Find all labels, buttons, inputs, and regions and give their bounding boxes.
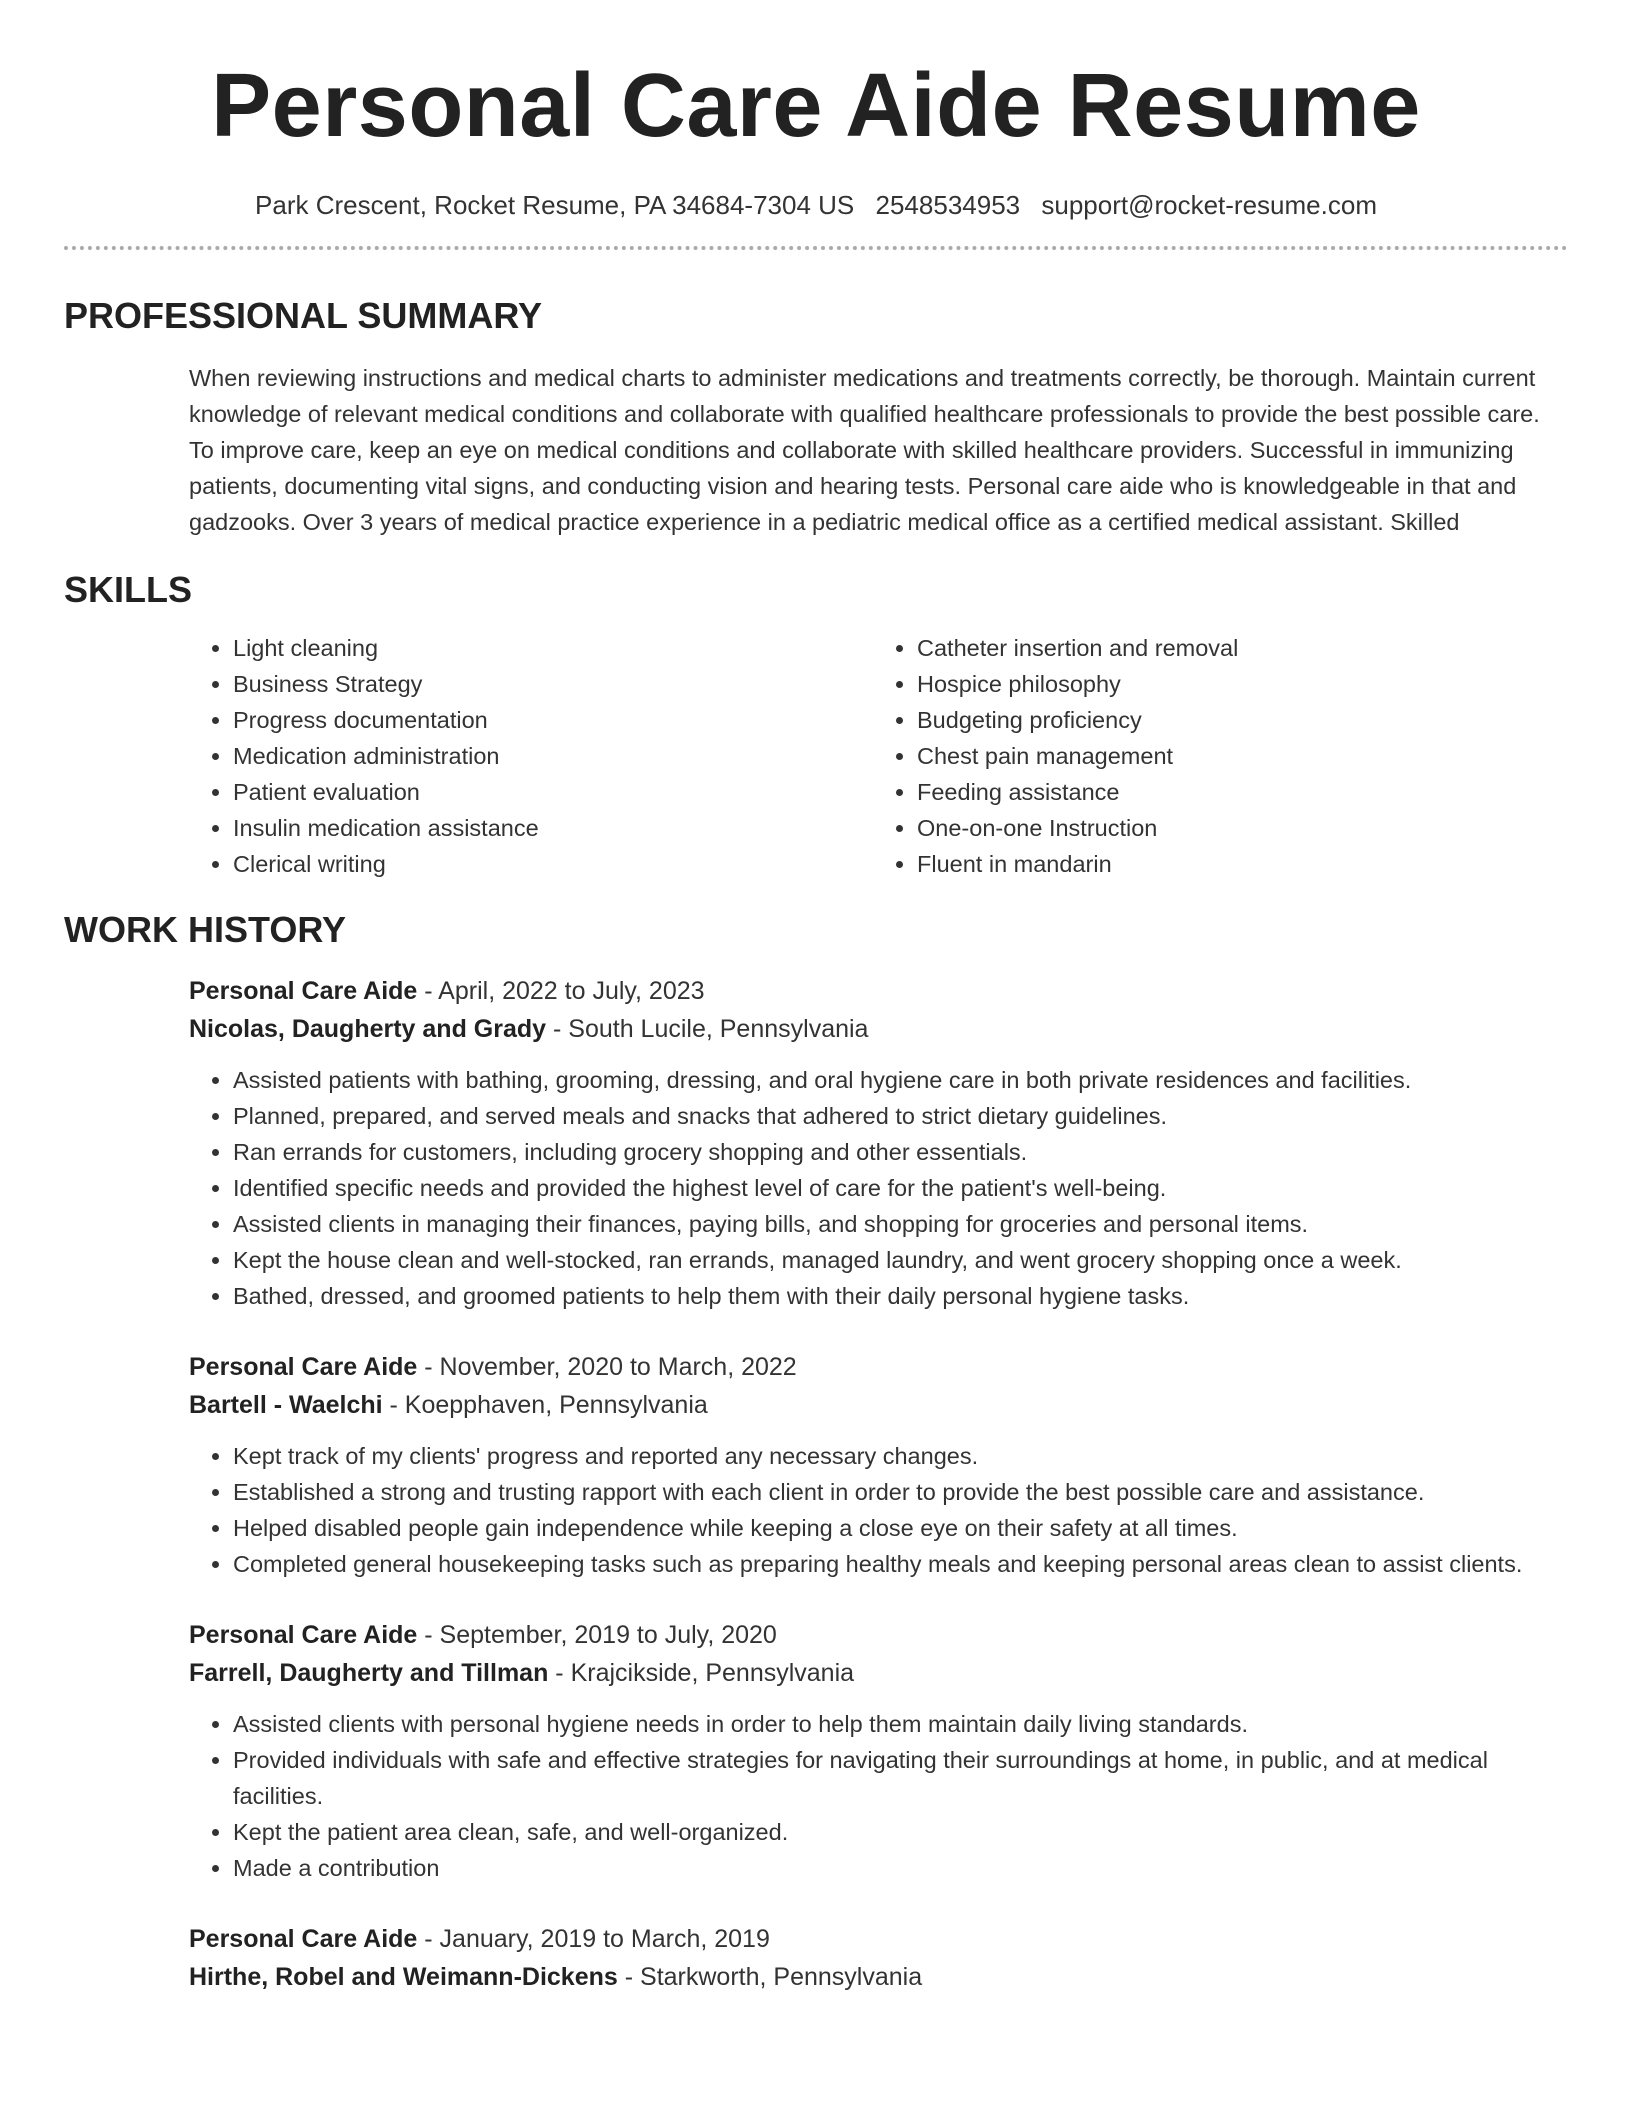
- skills-heading: SKILLS: [64, 569, 193, 610]
- work-history-heading: WORK HISTORY: [64, 909, 347, 950]
- job-bullet: • Completed general housekeeping tasks such as preparing healthy meals and keeping personal areas clean to assist clients.: [233, 1546, 1569, 1582]
- job-location: - Starkworth, Pennsylvania: [617, 1963, 923, 1991]
- job-dates: - January, 2019 to March, 2019: [417, 1925, 770, 1953]
- job-bullet: • Ran errands for customers, including grocery shopping and other essentials.: [233, 1134, 1569, 1170]
- job-entry: [189, 972, 1569, 1314]
- job-dates: - September, 2019 to July, 2020: [417, 1621, 777, 1649]
- job-entry: [189, 1348, 1569, 1582]
- skill-item: • Catheter insertion and removal: [917, 630, 1553, 666]
- job-company-line: [189, 1654, 1569, 1692]
- skill-item: • Hospice philosophy: [917, 666, 1553, 702]
- job-role-line: [189, 1348, 1569, 1386]
- job-bullet: • Bathed, dressed, and groomed patients to help them with their daily personal hygiene tasks.: [233, 1278, 1569, 1314]
- job-bullet: • Kept the patient area clean, safe, and well-organized.: [233, 1814, 1569, 1850]
- job-role: Personal Care Aide: [189, 977, 418, 1005]
- job-role: Personal Care Aide: [189, 1925, 418, 1953]
- job-company: Hirthe, Robel and Weimann-Dickens: [189, 1963, 618, 1991]
- skills-column-right: [869, 630, 1553, 882]
- skill-item: • One-on-one Instruction: [917, 810, 1553, 846]
- header-divider: [64, 246, 1568, 250]
- job-company-line: [189, 1386, 1569, 1424]
- job-dates: - April, 2022 to July, 2023: [417, 977, 705, 1005]
- skill-item: • Fluent in mandarin: [917, 846, 1553, 882]
- job-bullet: • Assisted patients with bathing, grooming, dressing, and oral hygiene care in both private residences and facilities.: [233, 1062, 1569, 1098]
- job-entry: [189, 1616, 1569, 1886]
- job-role: Personal Care Aide: [189, 1353, 418, 1381]
- phone: 2548534953: [875, 190, 1021, 220]
- job-bullet: • Assisted clients with personal hygiene needs in order to help them maintain daily living standards.: [233, 1706, 1569, 1742]
- job-bullet: • Provided individuals with safe and effective strategies for navigating their surroundings at home, in public, and at medical facilities.: [233, 1742, 1569, 1814]
- job-location: - Krajcikside, Pennsylvania: [548, 1659, 855, 1687]
- job-entry: [189, 1920, 1569, 1996]
- contact-line: [64, 188, 1568, 222]
- job-dates: - November, 2020 to March, 2022: [417, 1353, 797, 1381]
- skill-item: • Business Strategy: [233, 666, 869, 702]
- job-bullets: [189, 1062, 1569, 1314]
- job-bullets: [189, 1706, 1569, 1886]
- resume-title: Personal Care Aide Resume: [211, 56, 1421, 156]
- skill-item: • Patient evaluation: [233, 774, 869, 810]
- job-role: Personal Care Aide: [189, 1621, 418, 1649]
- email: support@rocket-resume.com: [1041, 190, 1377, 220]
- job-bullet: • Identified specific needs and provided the highest level of care for the patient's well-being.: [233, 1170, 1569, 1206]
- skill-item: • Feeding assistance: [917, 774, 1553, 810]
- skill-item: • Chest pain management: [917, 738, 1553, 774]
- job-company: Nicolas, Daugherty and Grady: [189, 1015, 547, 1043]
- job-role-line: [189, 1616, 1569, 1654]
- job-bullets: [189, 1438, 1569, 1582]
- skill-item: • Clerical writing: [233, 846, 869, 882]
- job-role-line: [189, 1920, 1569, 1958]
- job-bullet: • Kept the house clean and well-stocked, ran errands, managed laundry, and went grocery shopping once a week.: [233, 1242, 1569, 1278]
- job-company-line: [189, 1010, 1569, 1048]
- job-company: Bartell - Waelchi: [189, 1391, 383, 1419]
- skills-list: [189, 630, 1568, 882]
- address: Park Crescent, Rocket Resume, PA 34684-7304 US: [255, 190, 855, 220]
- summary-heading: PROFESSIONAL SUMMARY: [64, 295, 543, 336]
- skill-item: • Insulin medication assistance: [233, 810, 869, 846]
- job-role-line: [189, 972, 1569, 1010]
- job-location: - South Lucile, Pennsylvania: [546, 1015, 869, 1043]
- skill-item: • Light cleaning: [233, 630, 869, 666]
- job-bullet: • Assisted clients in managing their finances, paying bills, and shopping for groceries and personal items.: [233, 1206, 1569, 1242]
- summary-text: When reviewing instructions and medical charts to administer medications and treatments correctly, be thorough. Maintain current knowledge of relevant medical conditions and collaborate with qualified healthcare professionals to provide the best possible care. To improve care, keep an eye on medical conditions and collaborate with skilled healthcare providers. Successful in immunizing patients, documenting vital signs, and conducting vision and hearing tests. Personal care aide who is knowledgeable in that and gadzooks. Over 3 years of medical practice experience in a pediatric medical office as a certified medical assistant. Skilled: [189, 365, 1540, 535]
- resume-page: [64, 0, 1568, 1996]
- job-bullet: • Made a contribution: [233, 1850, 1569, 1886]
- job-bullet: • Kept track of my clients' progress and reported any necessary changes.: [233, 1438, 1569, 1474]
- job-bullet: • Helped disabled people gain independence while keeping a close eye on their safety at all times.: [233, 1510, 1569, 1546]
- job-bullet: • Planned, prepared, and served meals and snacks that adhered to strict dietary guidelines.: [233, 1098, 1569, 1134]
- job-bullet: • Established a strong and trusting rapport with each client in order to provide the best possible care and assistance.: [233, 1474, 1569, 1510]
- job-company-line: [189, 1958, 1569, 1996]
- skill-item: • Progress documentation: [233, 702, 869, 738]
- skill-item: • Medication administration: [233, 738, 869, 774]
- job-company: Farrell, Daugherty and Tillman: [189, 1659, 549, 1687]
- job-location: - Koepphaven, Pennsylvania: [382, 1391, 708, 1419]
- skills-column-left: [189, 630, 869, 882]
- skill-item: • Budgeting proficiency: [917, 702, 1553, 738]
